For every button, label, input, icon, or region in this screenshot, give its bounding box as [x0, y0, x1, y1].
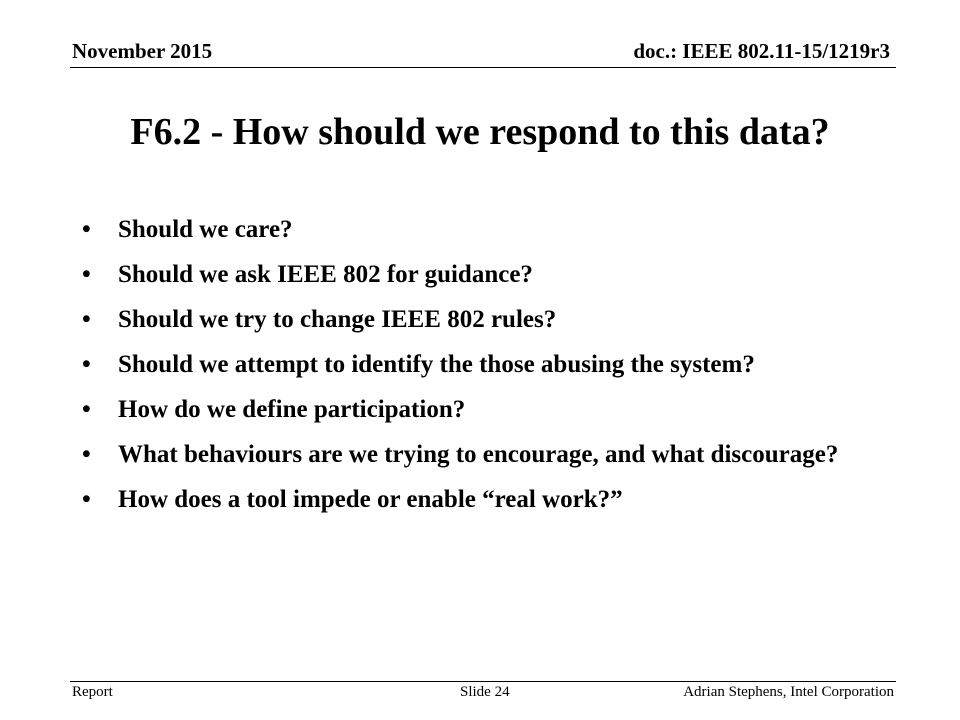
bullet-icon: • [82, 306, 91, 333]
bullet-item [82, 259, 882, 291]
header-date: November 2015 [72, 39, 213, 63]
bullet-item [82, 439, 882, 471]
header-doc-id: doc.: IEEE 802.11-15/1219r3 [633, 39, 890, 63]
bullet-icon: • [82, 216, 91, 243]
bullet-text: What behaviours are we trying to encourage, and what discourage? [118, 441, 839, 468]
bullet-item [82, 214, 882, 246]
footer-divider [70, 681, 896, 682]
bullet-icon: • [82, 261, 91, 288]
slide-title: F6.2 - How should we respond to this data? [130, 111, 830, 153]
footer-author: Adrian Stephens, Intel Corporation [683, 684, 894, 700]
bullet-text: How does a tool impede or enable “real work?” [118, 486, 623, 513]
bullet-icon: • [82, 441, 91, 468]
footer-left: Report [72, 684, 113, 700]
header-divider [70, 67, 896, 68]
bullet-item [82, 304, 882, 336]
bullet-list [82, 214, 882, 529]
footer-slide-number: Slide 24 [460, 684, 510, 700]
bullet-item [82, 349, 882, 381]
bullet-text: Should we try to change IEEE 802 rules? [118, 306, 557, 333]
bullet-item [82, 484, 882, 516]
bullet-icon: • [82, 486, 91, 513]
bullet-icon: • [82, 396, 91, 423]
bullet-item [82, 394, 882, 426]
bullet-text: Should we attempt to identify the those abusing the system? [118, 351, 755, 378]
bullet-text: Should we ask IEEE 802 for guidance? [118, 261, 533, 288]
bullet-text: How do we define participation? [118, 396, 466, 423]
bullet-text: Should we care? [118, 216, 293, 243]
bullet-icon: • [82, 351, 91, 378]
